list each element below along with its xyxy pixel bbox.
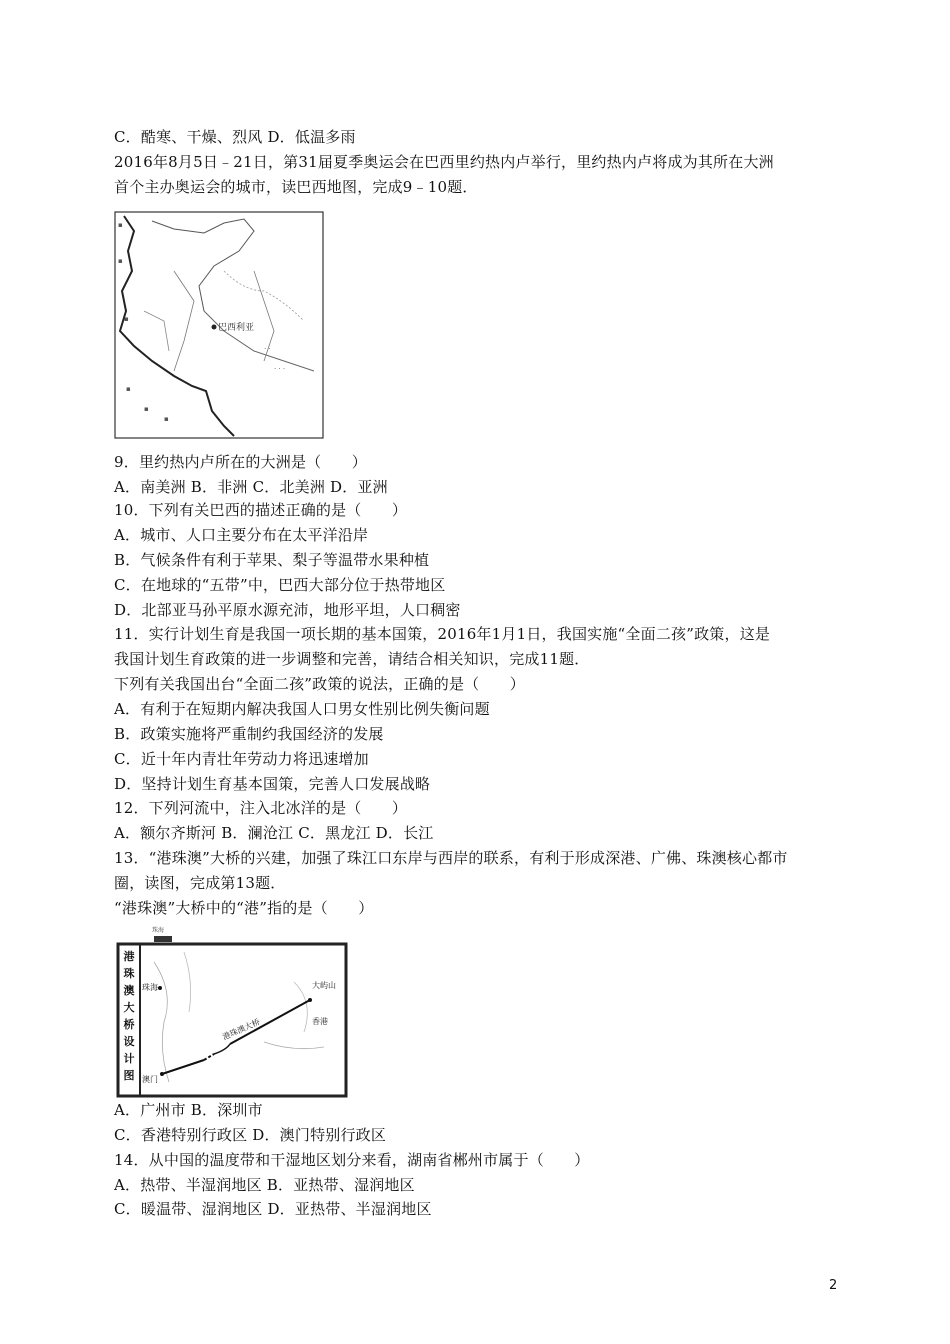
bridge-map-figure <box>114 922 350 1100</box>
macau-label: 澳门 <box>142 1075 158 1084</box>
text-line: 10．下列有关巴西的描述正确的是（ ） <box>114 501 408 519</box>
svg-text:珠: 珠 <box>123 967 135 980</box>
svg-text:图: 图 <box>123 1069 135 1082</box>
text-line: C．暖温带、湿润地区 D．亚热带、半湿润地区 <box>114 1200 432 1218</box>
svg-text:▪: ▪ <box>126 385 131 393</box>
svg-text:计: 计 <box>123 1052 135 1065</box>
svg-text:大: 大 <box>123 1001 135 1014</box>
svg-text:▪: ▪ <box>144 405 149 413</box>
text-line: A．有利于在短期内解决我国人口男女性别比例失衡问题 <box>114 700 490 718</box>
text-line: 12．下列河流中，注入北冰洋的是（ ） <box>114 799 408 817</box>
bridge-label: 港珠澳大桥 <box>221 1017 262 1042</box>
text-line: 圈，读图，完成第13题． <box>114 874 286 892</box>
svg-text:▪: ▪ <box>124 315 129 323</box>
map-title <box>124 949 135 1082</box>
svg-text:· ·: · · <box>264 345 271 353</box>
svg-text:▪: ▪ <box>118 221 123 229</box>
text-line: 14．从中国的温度带和干湿地区划分来看，湖南省郴州市属于（ ） <box>114 1151 590 1169</box>
text-line: C．酷寒、干燥、烈风 D．低温多雨 <box>114 128 356 146</box>
svg-text:· · ·: · · · <box>274 365 286 373</box>
text-line: 下列有关我国出台“全面二孩”政策的说法，正确的是（ ） <box>114 675 525 693</box>
hongkong-label: 香港 <box>312 1017 328 1026</box>
text-line: A．广州市 B．深圳市 <box>114 1101 263 1119</box>
text-line: 9．里约热内卢所在的大洲是（ ） <box>114 453 367 471</box>
text-line: 13．“港珠澳”大桥的兴建，加强了珠江口东岸与西岸的联系，有利于形成深港、广佛、珠澳核心都市 <box>114 849 788 867</box>
text-line: A．额尔齐斯河 B．澜沧江 C．黑龙江 D．长江 <box>114 824 434 842</box>
text-line: 2016年8月5日﹣21日，第31届夏季奥运会在巴西里约热内卢举行，里约热内卢将成为其所在大洲 <box>114 153 774 171</box>
text-line: B．气候条件有利于苹果、梨子等温带水果种植 <box>114 551 430 569</box>
text-line: “港珠澳”大桥中的“港”指的是（ ） <box>114 899 374 917</box>
text-line: C．近十年内青壮年劳动力将迅速增加 <box>114 750 369 768</box>
dayushan-label: 大屿山 <box>312 981 336 990</box>
page-number: 2 <box>829 1278 838 1293</box>
brazil-map-figure <box>114 211 324 439</box>
svg-text:▪: ▪ <box>164 415 169 423</box>
text-line: C．在地球的“五带”中，巴西大部分位于热带地区 <box>114 576 446 594</box>
text-line: 我国计划生育政策的进一步调整和完善，请结合相关知识，完成11题． <box>114 650 590 668</box>
svg-text:桥: 桥 <box>123 1018 135 1031</box>
svg-text:设: 设 <box>123 1035 135 1048</box>
text-line: 首个主办奥运会的城市，读巴西地图，完成9﹣10题． <box>114 178 478 196</box>
text-line: C．香港特别行政区 D．澳门特别行政区 <box>114 1126 387 1144</box>
svg-text:▪: ▪ <box>118 257 123 265</box>
text-line: 11．实行计划生育是我国一项长期的基本国策，2016年1月1日，我国实施“全面二孩”政策，这是 <box>114 625 771 643</box>
text-line: A．南美洲 B．非洲 C．北美洲 D．亚洲 <box>114 478 388 496</box>
map-top-label: 珠海 <box>152 927 165 934</box>
svg-text:澳: 澳 <box>123 984 135 997</box>
text-line: D．坚持计划生育基本国策，完善人口发展战略 <box>114 775 431 793</box>
zhuhai-label: 珠海 <box>142 983 158 992</box>
svg-text:港: 港 <box>123 950 135 963</box>
text-line: A．热带、半湿润地区 B．亚热带、湿润地区 <box>114 1176 415 1194</box>
brasilia-label: 巴西利亚 <box>218 323 255 333</box>
text-line: B．政策实施将严重制约我国经济的发展 <box>114 725 384 743</box>
text-line: A．城市、人口主要分布在太平洋沿岸 <box>114 526 369 544</box>
text-line: D．北部亚马孙平原水源充沛，地形平坦，人口稠密 <box>114 601 461 619</box>
